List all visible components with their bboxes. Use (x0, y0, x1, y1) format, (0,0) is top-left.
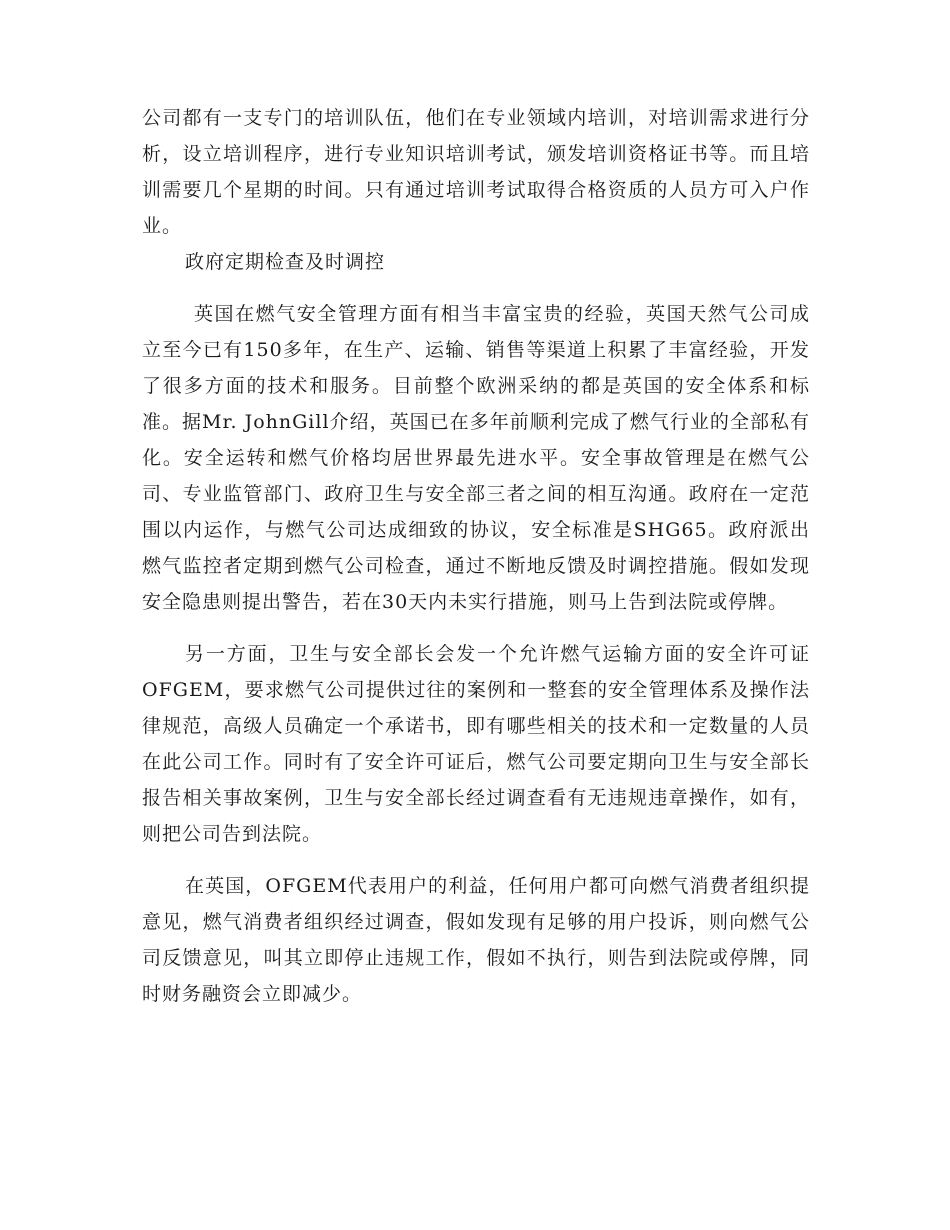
section-heading-government-inspection: 政府定期检查及时调控 (185, 251, 386, 273)
paragraph-ofgem-consumers: 在英国，OFGEM代表用户的利益，任何用户都可向燃气消费者组织提意见，燃气消费者组织经过调查，假如发现有足够的用户投诉，则向燃气公司反馈意见，叫其立即停止违规工作，假如不执行，则告到法院或停牌，同时财务融资会立即减少。 (142, 875, 810, 1005)
paragraph-training: 公司都有一支专门的培训队伍，他们在专业领域内培训，对培训需求进行分析，设立培训程序，进行专业知识培训考试，颁发培训资格证书等。而且培训需要几个星期的时间。只有通过培训考试取得合格资质的人员方可入户作业。 (142, 107, 810, 237)
document-page (142, 100, 810, 1012)
paragraph-uk-gas-safety: 英国在燃气安全管理方面有相当丰富宝贵的经验，英国天然气公司成立至今已有150多年，在生产、运输、销售等渠道上积累了丰富经验，开发了很多方面的技术和服务。目前整个欧洲采纳的都是英国的安全体系和标准。据Mr. JohnGill介绍，英国已在多年前顺利完成了燃气行业的全部私有化。安全运转和燃气价格均居世界最先进水平。安全事故管理是在燃气公司、专业监管部门、政府卫生与安全部三者之间的相互沟通。政府在一定范围以内运作，与燃气公司达成细致的协议，安全标准是SHG65。政府派出燃气监控者定期到燃气公司检查，通过不断地反馈及时调控措施。假如发现安全隐患则提出警告，若在30天内未实行措施，则马上告到法院或停牌。 (142, 303, 810, 613)
paragraph-safety-license: 另一方面，卫生与安全部长会发一个允许燃气运输方面的安全许可证OFGEM，要求燃气公司提供过往的案例和一整套的安全管理体系及操作法律规范，高级人员确定一个承诺书，即有哪些相关的技术和一定数量的人员在此公司工作。同时有了安全许可证后，燃气公司要定期向卫生与安全部长报告相关事故案例，卫生与安全部长经过调查看有无违规违章操作，如有，则把公司告到法院。 (142, 643, 810, 845)
